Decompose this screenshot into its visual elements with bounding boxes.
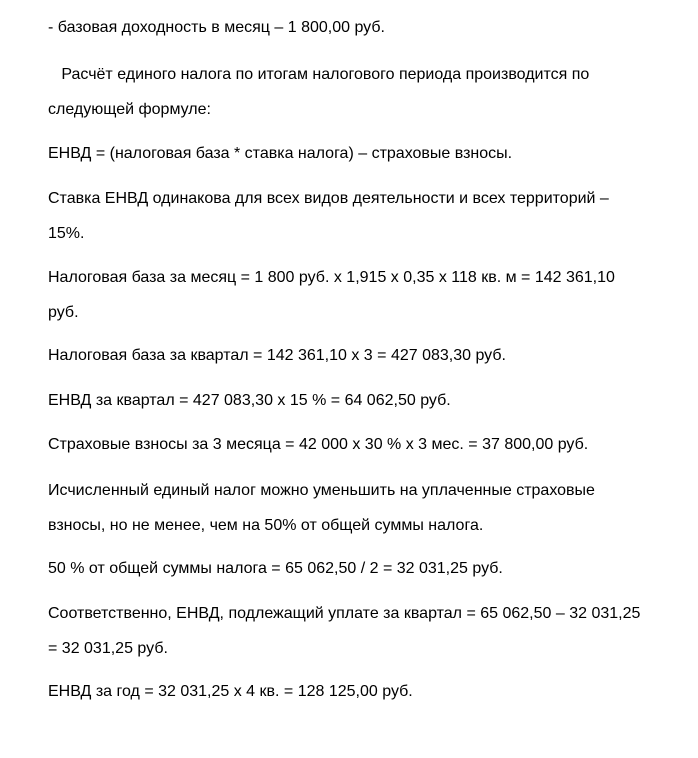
text-line: руб. xyxy=(48,304,79,321)
text-line: Соответственно, ЕНВД, подлежащий уплате за квартал = 65 062,50 – 32 031,25 xyxy=(48,605,641,622)
text-line: ЕНВД за квартал = 427 083,30 х 15 % = 64 062,50 руб. xyxy=(48,392,451,409)
text-line: ЕНВД за год = 32 031,25 х 4 кв. = 128 125,00 руб. xyxy=(48,683,413,700)
text-line: Страховые взносы за 3 месяца = 42 000 х 30 % х 3 мес. = 37 800,00 руб. xyxy=(48,436,589,453)
text-line: 15%. xyxy=(48,225,85,242)
paragraph-reduction-rule xyxy=(48,473,653,543)
paragraph-tax-rate xyxy=(48,181,653,251)
paragraph-monthly-base xyxy=(48,260,653,330)
paragraph-insurance xyxy=(48,427,653,462)
text-line: следующей формуле: xyxy=(48,101,211,118)
paragraph-envd-year xyxy=(48,674,653,709)
text-line: Расчёт единого налога по итогам налогового периода производится по xyxy=(48,66,590,83)
paragraph-quarter-envd xyxy=(48,383,653,418)
paragraph-formula xyxy=(48,136,653,171)
paragraph-formula-intro xyxy=(48,57,653,127)
text-line: Исчисленный единый налог можно уменьшить на уплаченные страховые xyxy=(48,482,595,499)
paragraph-quarter-base xyxy=(48,338,653,373)
text-line: Налоговая база за месяц = 1 800 руб. х 1,915 х 0,35 х 118 кв. м = 142 361,10 xyxy=(48,269,615,286)
text-line: Ставка ЕНВД одинакова для всех видов деятельности и всех территорий – xyxy=(48,190,609,207)
paragraph-base-income xyxy=(48,10,653,45)
text-line: - базовая доходность в месяц – 1 800,00 руб. xyxy=(48,19,385,36)
text-line: = 32 031,25 руб. xyxy=(48,640,168,657)
text-line: Налоговая база за квартал = 142 361,10 х 3 = 427 083,30 руб. xyxy=(48,347,506,364)
paragraph-envd-payable xyxy=(48,596,653,666)
paragraph-half-tax xyxy=(48,551,653,586)
text-line: взносы, но не менее, чем на 50% от общей суммы налога. xyxy=(48,517,484,534)
text-line: 50 % от общей суммы налога = 65 062,50 / 2 = 32 031,25 руб. xyxy=(48,560,503,577)
text-line: ЕНВД = (налоговая база * ставка налога) – страховые взносы. xyxy=(48,145,513,162)
